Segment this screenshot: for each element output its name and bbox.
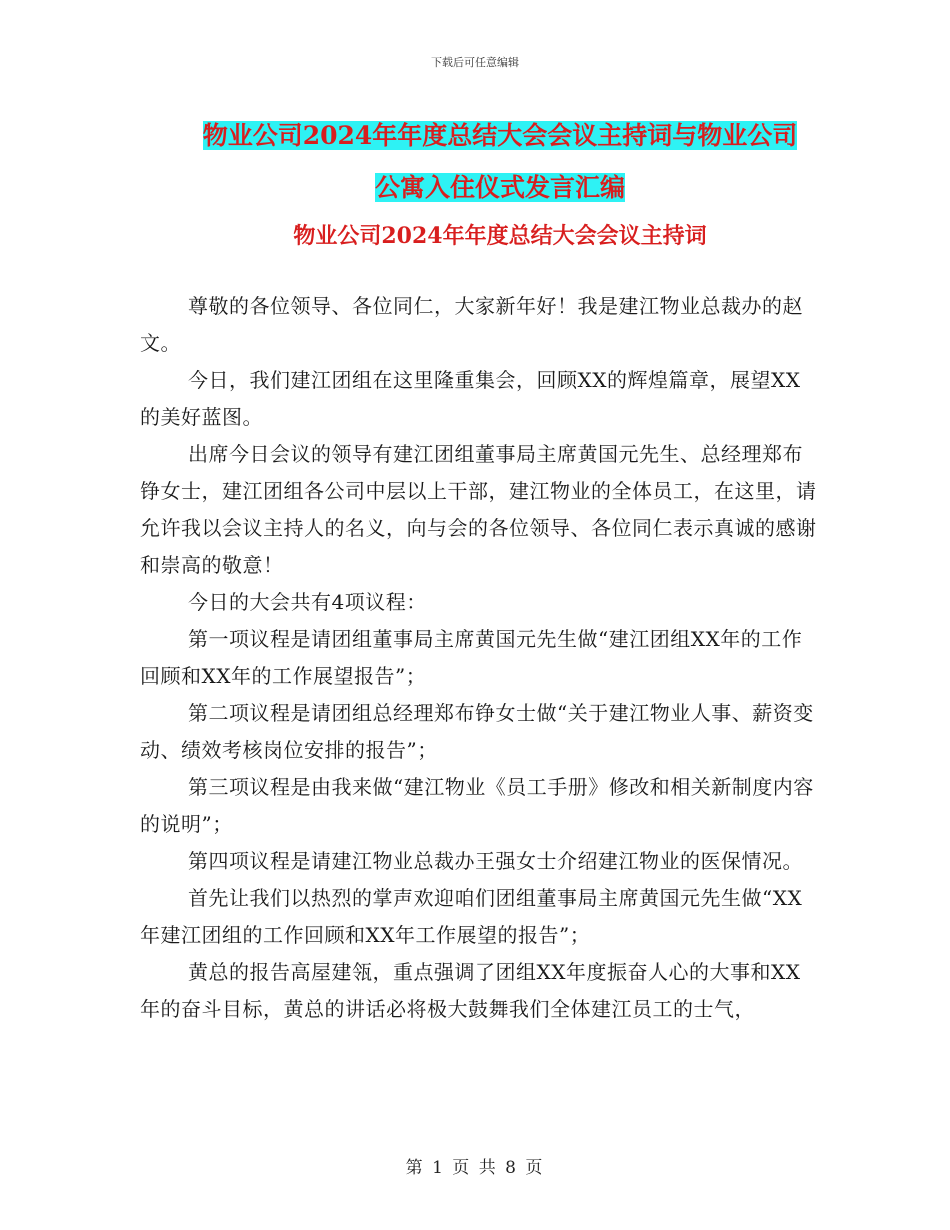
paragraph: 尊敬的各位领导、各位同仁，大家新年好！我是建江物业总裁办的赵文。 (140, 294, 803, 355)
document-title-line-1: 物业公司2024年年度总结大会会议主持词与物业公司 (202, 121, 798, 150)
paragraph: 出席今日会议的领导有建江团组董事局主席黄国元先生、总经理郑布铮女士，建江团组各公司中层以上干部，建江物业的全体员工，在这里，请允许我以会议主持人的名义，向与会的各位领导、各位同仁表示真诚的感谢和崇高的敬意！ (140, 442, 817, 577)
paragraph: 首先让我们以热烈的掌声欢迎咱们团组董事局主席黄国元先生做“XX年建江团组的工作回顾和XX年工作展望的报告”； (140, 886, 803, 947)
document-title-line-2: 公寓入住仪式发言汇编 (374, 173, 625, 202)
paragraph: 第一项议程是请团组董事局主席黄国元先生做“建江团组XX年的工作回顾和XX年的工作展望报告”； (140, 627, 803, 688)
paragraph: 第四项议程是请建江物业总裁办王强女士介绍建江物业的医保情况。 (188, 849, 803, 873)
section-title: 物业公司2024年年度总结大会会议主持词 (293, 223, 707, 249)
header-note: 下载后可任意编辑 (431, 56, 519, 69)
document-title (140, 110, 860, 214)
paragraph: 黄总的报告高屋建瓴，重点强调了团组XX年度振奋人心的大事和XX年的奋斗目标，黄总的讲话必将极大鼓舞我们全体建江员工的士气， (140, 960, 801, 1021)
paragraph: 第二项议程是请团组总经理郑布铮女士做“关于建江物业人事、薪资变动、绩效考核岗位安排的报告”； (140, 701, 814, 762)
paragraph: 第三项议程是由我来做“建江物业《员工手册》修改和相关新制度内容的说明”； (140, 775, 814, 836)
body-text (140, 288, 820, 1028)
page-number-footer: 第 1 页 共 8 页 (405, 1158, 545, 1178)
paragraph: 今日的大会共有4项议程： (188, 590, 427, 614)
paragraph: 今日，我们建江团组在这里隆重集会，回顾XX的辉煌篇章，展望XX的美好蓝图。 (140, 368, 801, 429)
